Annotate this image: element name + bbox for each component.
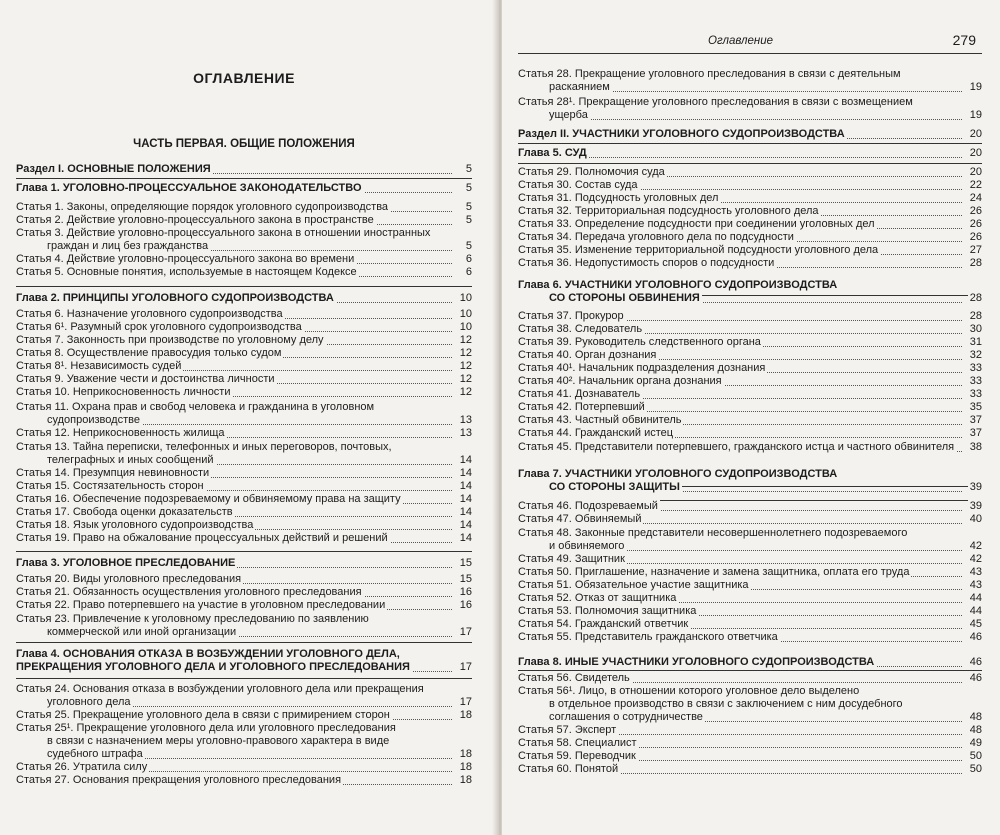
toc-heading bbox=[518, 481, 982, 494]
toc-entry-title: Статья 59. Переводчик bbox=[518, 750, 636, 762]
toc-entry-page: 15 bbox=[459, 573, 472, 585]
toc-entry bbox=[518, 566, 982, 579]
toc-heading bbox=[16, 661, 472, 674]
toc-heading bbox=[16, 557, 472, 570]
toc-entry bbox=[16, 401, 472, 414]
toc-entry-page: 12 bbox=[459, 347, 472, 359]
toc-entry-title: телеграфных и иных сообщений bbox=[16, 454, 216, 466]
toc-entry-page: 5 bbox=[465, 214, 472, 226]
toc-entry-title: Глава 8. ИНЫЕ УЧАСТНИКИ УГОЛОВНОГО СУДОПРОИЗВОДСТВА bbox=[518, 656, 875, 668]
toc-entry bbox=[16, 308, 472, 321]
toc-entry bbox=[518, 323, 982, 336]
toc-entry bbox=[518, 109, 982, 122]
toc-entry-title: уголовного дела bbox=[16, 696, 133, 708]
toc-entry-page: 14 bbox=[459, 506, 472, 518]
toc-entry bbox=[518, 750, 982, 763]
toc-entry-title: Статья 29. Полномочия суда bbox=[518, 166, 665, 178]
toc-entry-title: Статья 38. Следователь bbox=[518, 323, 643, 335]
toc-entry-page: 32 bbox=[969, 349, 982, 361]
toc-entry-page: 15 bbox=[459, 557, 472, 569]
toc-entry-page: 20 bbox=[969, 147, 982, 159]
toc-entry-title: Статья 28¹. Прекращение уголовного преследования в связи с возмещением bbox=[518, 96, 913, 108]
toc-entry-title: Статья 24. Основания отказа в возбуждении уголовного дела или прекращения bbox=[16, 683, 424, 695]
toc-entry-title: Статья 20. Виды уголовного преследования bbox=[16, 573, 242, 585]
toc-entry-page: 37 bbox=[969, 427, 982, 439]
toc-entry-title: Статья 18. Язык уголовного судопроизводства bbox=[16, 519, 254, 531]
toc-entry-page: 30 bbox=[969, 323, 982, 335]
toc-entry-title: Статья 13. Тайна переписки, телефонных и иных переговоров, почтовых, bbox=[16, 441, 392, 453]
toc-entry bbox=[16, 360, 472, 373]
toc-entry-page: 39 bbox=[969, 481, 982, 493]
section-rule bbox=[518, 670, 982, 671]
toc-entry-title: Статья 30. Состав суда bbox=[518, 179, 638, 191]
toc-entry bbox=[16, 761, 472, 774]
toc-entry-title: Статья 40². Начальник органа дознания bbox=[518, 375, 722, 387]
toc-entry bbox=[518, 579, 982, 592]
toc-entry-page: 5 bbox=[465, 240, 472, 252]
toc-entry bbox=[518, 244, 982, 257]
toc-entry bbox=[518, 711, 982, 724]
toc-entry bbox=[16, 573, 472, 586]
toc-entry-page: 45 bbox=[969, 618, 982, 630]
toc-entry-page: 37 bbox=[969, 414, 982, 426]
left-page bbox=[0, 0, 498, 835]
toc-entry-page: 10 bbox=[459, 321, 472, 333]
toc-entry-title: Статья 16. Обеспечение подозреваемому и обвиняемому права на защиту bbox=[16, 493, 401, 505]
toc-entry-title: Статья 11. Охрана прав и свобод человека и гражданина в уголовном bbox=[16, 401, 375, 413]
toc-entry-title: Раздел I. ОСНОВНЫЕ ПОЛОЖЕНИЯ bbox=[16, 163, 211, 175]
toc-entry-page: 39 bbox=[969, 500, 982, 512]
toc-entry bbox=[16, 696, 472, 709]
toc-entry bbox=[518, 698, 982, 711]
toc-heading bbox=[16, 182, 472, 195]
toc-entry bbox=[16, 722, 472, 735]
toc-entry-title: Статья 6¹. Разумный срок уголовного судопроизводства bbox=[16, 321, 302, 333]
toc-entry bbox=[518, 388, 982, 401]
toc-entry-title: Статья 9. Уважение чести и достоинства личности bbox=[16, 373, 275, 385]
toc-heading bbox=[518, 279, 982, 292]
toc-entry-title: Статья 32. Территориальная подсудность уголовного дела bbox=[518, 205, 819, 217]
toc-entry-title: Статья 17. Свобода оценки доказательств bbox=[16, 506, 233, 518]
contents-title: ОГЛАВЛЕНИЕ bbox=[193, 70, 295, 86]
toc-entry-title: Глава 7. УЧАСТНИКИ УГОЛОВНОГО СУДОПРОИЗВОДСТВА bbox=[518, 468, 838, 480]
toc-entry-page: 28 bbox=[969, 292, 982, 304]
toc-entry-page: 43 bbox=[969, 579, 982, 591]
toc-entry bbox=[16, 735, 472, 748]
toc-entry-title: Статья 58. Специалист bbox=[518, 737, 637, 749]
toc-entry-title: Глава 4. ОСНОВАНИЯ ОТКАЗА В ВОЗБУЖДЕНИИ УГОЛОВНОГО ДЕЛА, bbox=[16, 648, 400, 660]
toc-entry-title: соглашения о сотрудничестве bbox=[518, 711, 705, 723]
toc-entry-page: 27 bbox=[969, 244, 982, 256]
toc-entry bbox=[518, 68, 982, 81]
toc-entry-page: 40 bbox=[969, 513, 982, 525]
toc-entry-title: Статья 56. Свидетель bbox=[518, 672, 630, 684]
toc-entry-page: 10 bbox=[459, 292, 472, 304]
section-rule bbox=[16, 178, 472, 179]
toc-entry-page: 5 bbox=[465, 182, 472, 194]
toc-entry-title: Раздел II. УЧАСТНИКИ УГОЛОВНОГО СУДОПРОИЗВОДСТВА bbox=[518, 128, 845, 140]
toc-entry-title: ПРЕКРАЩЕНИЯ УГОЛОВНОГО ДЕЛА И УГОЛОВНОГО ПРЕСЛЕДОВАНИЯ bbox=[16, 661, 410, 673]
toc-entry-page: 26 bbox=[969, 231, 982, 243]
toc-entry bbox=[518, 427, 982, 440]
toc-entry-page: 17 bbox=[459, 661, 472, 673]
toc-entry bbox=[16, 253, 472, 266]
toc-entry-page: 50 bbox=[969, 763, 982, 775]
toc-entry bbox=[16, 480, 472, 493]
section-rule bbox=[518, 143, 982, 144]
toc-entry bbox=[518, 513, 982, 526]
toc-entry-title: Статья 49. Защитник bbox=[518, 553, 625, 565]
toc-entry bbox=[16, 427, 472, 440]
toc-entry-title: Статья 52. Отказ от защитника bbox=[518, 592, 677, 604]
toc-entry-title: судебного штрафа bbox=[16, 748, 145, 760]
toc-entry bbox=[16, 683, 472, 696]
toc-entry bbox=[518, 500, 982, 513]
section-rule bbox=[16, 678, 472, 679]
toc-entry-page: 44 bbox=[969, 592, 982, 604]
toc-entry-page: 46 bbox=[969, 672, 982, 684]
toc-entry bbox=[518, 441, 982, 454]
toc-entry-title: Глава 3. УГОЛОВНОЕ ПРЕСЛЕДОВАНИЕ bbox=[16, 557, 236, 569]
toc-entry bbox=[518, 527, 982, 540]
toc-entry bbox=[16, 613, 472, 626]
running-title: Оглавление bbox=[708, 35, 773, 47]
toc-entry bbox=[16, 774, 472, 787]
toc-entry bbox=[16, 334, 472, 347]
toc-entry bbox=[16, 454, 472, 467]
toc-entry-title: Статья 46. Подозреваемый bbox=[518, 500, 658, 512]
toc-entry-title: Статья 42. Потерпевший bbox=[518, 401, 645, 413]
toc-entry bbox=[518, 737, 982, 750]
toc-entry-page: 19 bbox=[969, 109, 982, 121]
toc-entry bbox=[518, 205, 982, 218]
toc-entry-page: 19 bbox=[969, 81, 982, 93]
toc-entry-title: Статья 3. Действие уголовно-процессуального закона в отношении иностранных bbox=[16, 227, 431, 239]
toc-entry-page: 46 bbox=[969, 631, 982, 643]
toc-entry bbox=[518, 414, 982, 427]
toc-entry-title: Статья 40. Орган дознания bbox=[518, 349, 657, 361]
toc-entry-title: Глава 1. УГОЛОВНО-ПРОЦЕССУАЛЬНОЕ ЗАКОНОДАТЕЛЬСТВО bbox=[16, 182, 362, 194]
toc-entry bbox=[16, 347, 472, 360]
toc-entry bbox=[16, 240, 472, 253]
toc-entry bbox=[16, 214, 472, 227]
toc-entry-page: 17 bbox=[459, 626, 472, 638]
toc-entry-title: Статья 34. Передача уголовного дела по подсудности bbox=[518, 231, 794, 243]
toc-heading bbox=[518, 292, 982, 305]
toc-entry bbox=[16, 626, 472, 639]
toc-entry bbox=[518, 401, 982, 414]
toc-entry-title: Глава 2. ПРИНЦИПЫ УГОЛОВНОГО СУДОПРОИЗВОДСТВА bbox=[16, 292, 334, 304]
toc-entry-page: 50 bbox=[969, 750, 982, 762]
toc-entry bbox=[16, 441, 472, 454]
toc-entry bbox=[518, 362, 982, 375]
toc-entry bbox=[518, 375, 982, 388]
section-rule bbox=[16, 551, 472, 552]
toc-entry-page: 16 bbox=[459, 586, 472, 598]
section-rule bbox=[16, 642, 472, 643]
toc-entry bbox=[518, 553, 982, 566]
toc-entry-title: Статья 44. Гражданский истец bbox=[518, 427, 674, 439]
toc-entry-title: Статья 23. Привлечение к уголовному преследованию по заявлению bbox=[16, 613, 369, 625]
toc-entry-title: Статья 48. Законные представители несовершеннолетнего подозреваемого bbox=[518, 527, 908, 539]
toc-entry-page: 22 bbox=[969, 179, 982, 191]
toc-entry-title: Статья 21. Обязанность осуществления уголовного преследования bbox=[16, 586, 362, 598]
toc-entry bbox=[518, 231, 982, 244]
toc-entry bbox=[16, 506, 472, 519]
toc-entry bbox=[16, 519, 472, 532]
toc-entry-title: СО СТОРОНЫ ЗАЩИТЫ bbox=[518, 481, 682, 493]
toc-entry-title: Глава 5. СУД bbox=[518, 147, 587, 159]
toc-entry-page: 14 bbox=[459, 467, 472, 479]
toc-heading bbox=[16, 292, 472, 305]
toc-entry-page: 48 bbox=[969, 711, 982, 723]
toc-entry bbox=[16, 373, 472, 386]
toc-entry-title: Статья 31. Подсудность уголовных дел bbox=[518, 192, 719, 204]
toc-entry bbox=[518, 631, 982, 644]
toc-entry bbox=[518, 685, 982, 698]
toc-entry-title: коммерческой или иной организации bbox=[16, 626, 238, 638]
toc-entry-title: Статья 12. Неприкосновенность жилища bbox=[16, 427, 225, 439]
toc-entry-title: Статья 39. Руководитель следственного органа bbox=[518, 336, 761, 348]
toc-entry-title: Глава 6. УЧАСТНИКИ УГОЛОВНОГО СУДОПРОИЗВОДСТВА bbox=[518, 279, 838, 291]
toc-entry-page: 46 bbox=[969, 656, 982, 668]
toc-entry-title: Статья 4. Действие уголовно-процессуального закона во времени bbox=[16, 253, 355, 265]
toc-entry-page: 16 bbox=[459, 599, 472, 611]
toc-entry-page: 12 bbox=[459, 373, 472, 385]
toc-entry-page: 28 bbox=[969, 310, 982, 322]
toc-entry-title: Статья 26. Утратила силу bbox=[16, 761, 148, 773]
toc-entry-page: 49 bbox=[969, 737, 982, 749]
toc-entry-page: 35 bbox=[969, 401, 982, 413]
toc-entry-page: 26 bbox=[969, 205, 982, 217]
toc-entry-title: раскаянием bbox=[518, 81, 612, 93]
toc-entry-title: Статья 33. Определение подсудности при соединении уголовных дел bbox=[518, 218, 875, 230]
toc-entry-page: 14 bbox=[459, 493, 472, 505]
toc-entry-title: судопроизводстве bbox=[16, 414, 142, 426]
toc-entry-page: 48 bbox=[969, 724, 982, 736]
toc-entry bbox=[518, 257, 982, 270]
toc-entry bbox=[518, 192, 982, 205]
toc-heading bbox=[518, 468, 982, 481]
toc-entry-page: 5 bbox=[465, 201, 472, 213]
toc-entry-page: 20 bbox=[969, 166, 982, 178]
toc-entry bbox=[518, 81, 982, 94]
toc-entry bbox=[518, 349, 982, 362]
toc-entry-page: 18 bbox=[459, 748, 472, 760]
toc-heading bbox=[518, 128, 982, 141]
toc-entry-title: Статья 14. Презумпция невиновности bbox=[16, 467, 210, 479]
toc-entry-page: 38 bbox=[969, 441, 982, 453]
toc-entry-title: в связи с назначением меры уголовно-правового характера в виде bbox=[16, 735, 391, 747]
toc-entry bbox=[16, 586, 472, 599]
toc-entry-title: Статья 5. Основные понятия, используемые в настоящем Кодексе bbox=[16, 266, 357, 278]
toc-heading bbox=[518, 147, 982, 160]
section-rule bbox=[518, 163, 982, 164]
toc-entry-page: 31 bbox=[969, 336, 982, 348]
toc-entry-page: 14 bbox=[459, 454, 472, 466]
toc-entry-page: 33 bbox=[969, 375, 982, 387]
toc-entry bbox=[518, 724, 982, 737]
toc-entry-page: 14 bbox=[459, 519, 472, 531]
section-rule bbox=[16, 286, 472, 287]
toc-entry-page: 6 bbox=[465, 253, 472, 265]
toc-entry-title: Статья 15. Состязательность сторон bbox=[16, 480, 204, 492]
right-page bbox=[502, 0, 1000, 835]
toc-entry-page: 44 bbox=[969, 605, 982, 617]
toc-entry bbox=[518, 166, 982, 179]
toc-entry-title: Статья 35. Изменение территориальной подсудности уголовного дела bbox=[518, 244, 879, 256]
toc-entry-page: 17 bbox=[459, 696, 472, 708]
toc-entry-page: 33 bbox=[969, 388, 982, 400]
toc-entry-title: Статья 19. Право на обжалование процессуальных действий и решений bbox=[16, 532, 388, 544]
toc-entry-title: Статья 53. Полномочия защитника bbox=[518, 605, 697, 617]
toc-entry-title: Статья 36. Недопустимость споров о подсудности bbox=[518, 257, 775, 269]
toc-entry-title: Статья 51. Обязательное участие защитника bbox=[518, 579, 749, 591]
toc-entry bbox=[16, 227, 472, 240]
toc-entry bbox=[518, 310, 982, 323]
toc-entry-title: Статья 10. Неприкосновенность личности bbox=[16, 386, 231, 398]
toc-entry bbox=[518, 218, 982, 231]
toc-entry-title: Статья 2. Действие уголовно-процессуального закона в пространстве bbox=[16, 214, 374, 226]
toc-entry-page: 5 bbox=[465, 163, 472, 175]
toc-entry bbox=[518, 672, 982, 685]
toc-entry bbox=[16, 709, 472, 722]
toc-entry-page: 12 bbox=[459, 386, 472, 398]
toc-entry-title: Статья 50. Приглашение, назначение и замена защитника, оплата его труда bbox=[518, 566, 910, 578]
toc-entry bbox=[518, 618, 982, 631]
toc-entry-title: Статья 60. Понятой bbox=[518, 763, 619, 775]
toc-entry bbox=[518, 605, 982, 618]
toc-entry-title: СО СТОРОНЫ ОБВИНЕНИЯ bbox=[518, 292, 702, 304]
toc-entry bbox=[16, 266, 472, 279]
toc-entry bbox=[16, 321, 472, 334]
toc-entry-title: Статья 43. Частный обвинитель bbox=[518, 414, 682, 426]
toc-entry bbox=[16, 386, 472, 399]
toc-entry-title: Статья 25¹. Прекращение уголовного дела или уголовного преследования bbox=[16, 722, 396, 734]
toc-entry-page: 33 bbox=[969, 362, 982, 374]
toc-entry-title: Статья 28. Прекращение уголовного преследования в связи с деятельным bbox=[518, 68, 901, 80]
toc-entry-title: Статья 25. Прекращение уголовного дела в связи с примирением сторон bbox=[16, 709, 390, 721]
toc-entry bbox=[16, 414, 472, 427]
toc-heading bbox=[16, 163, 472, 176]
toc-entry-page: 18 bbox=[459, 761, 472, 773]
toc-entry-page: 20 bbox=[969, 128, 982, 140]
toc-entry-page: 14 bbox=[459, 480, 472, 492]
part-title: ЧАСТЬ ПЕРВАЯ. ОБЩИЕ ПОЛОЖЕНИЯ bbox=[133, 138, 355, 150]
toc-entry bbox=[518, 763, 982, 776]
toc-entry-page: 12 bbox=[459, 360, 472, 372]
toc-entry-page: 13 bbox=[459, 427, 472, 439]
toc-entry-title: Статья 55. Представитель гражданского ответчика bbox=[518, 631, 778, 643]
toc-entry bbox=[16, 748, 472, 761]
toc-entry-title: Статья 8¹. Независимость судей bbox=[16, 360, 182, 372]
toc-entry-title: Статья 6. Назначение уголовного судопроизводства bbox=[16, 308, 283, 320]
toc-entry-page: 24 bbox=[969, 192, 982, 204]
toc-entry-title: Статья 27. Основания прекращения уголовного преследования bbox=[16, 774, 342, 786]
toc-entry-page: 42 bbox=[969, 540, 982, 552]
toc-entry-page: 14 bbox=[459, 532, 472, 544]
toc-entry bbox=[518, 96, 982, 109]
toc-entry bbox=[16, 532, 472, 545]
toc-entry bbox=[16, 467, 472, 480]
toc-entry bbox=[16, 599, 472, 612]
toc-heading bbox=[16, 648, 472, 661]
toc-entry bbox=[518, 336, 982, 349]
toc-entry-title: Статья 54. Гражданский ответчик bbox=[518, 618, 689, 630]
toc-entry-page: 13 bbox=[459, 414, 472, 426]
toc-entry bbox=[518, 179, 982, 192]
toc-entry-title: Статья 56¹. Лицо, в отношении которого уголовное дело выделено bbox=[518, 685, 860, 697]
toc-entry bbox=[16, 493, 472, 506]
running-header bbox=[518, 32, 982, 54]
toc-entry-page: 42 bbox=[969, 553, 982, 565]
toc-entry-title: Статья 41. Дознаватель bbox=[518, 388, 641, 400]
toc-entry-page: 28 bbox=[969, 257, 982, 269]
toc-entry-title: в отдельное производство в связи с заключением с ним досудебного bbox=[518, 698, 905, 710]
toc-entry-title: Статья 47. Обвиняемый bbox=[518, 513, 642, 525]
toc-entry-page: 43 bbox=[969, 566, 982, 578]
toc-heading bbox=[518, 656, 982, 669]
toc-entry-title: Статья 37. Прокурор bbox=[518, 310, 624, 322]
toc-entry-page: 18 bbox=[459, 709, 472, 721]
toc-entry-page: 12 bbox=[459, 334, 472, 346]
toc-entry-page: 6 bbox=[465, 266, 472, 278]
toc-entry bbox=[518, 592, 982, 605]
toc-entry-page: 10 bbox=[459, 308, 472, 320]
page-number: 279 bbox=[952, 32, 976, 48]
toc-entry-title: Статья 7. Законность при производстве по уголовному делу bbox=[16, 334, 324, 346]
toc-entry-title: и обвиняемого bbox=[518, 540, 626, 552]
toc-entry-page: 26 bbox=[969, 218, 982, 230]
toc-entry-title: Статья 8. Осуществление правосудия только судом bbox=[16, 347, 282, 359]
toc-entry-page: 18 bbox=[459, 774, 472, 786]
toc-entry bbox=[16, 201, 472, 214]
toc-entry-title: Статья 40¹. Начальник подразделения дознания bbox=[518, 362, 766, 374]
toc-entry-title: ущерба bbox=[518, 109, 590, 121]
toc-entry-title: Статья 1. Законы, определяющие порядок уголовного судопроизводства bbox=[16, 201, 389, 213]
toc-entry-title: Статья 22. Право потерпевшего на участие в уголовном преследовании bbox=[16, 599, 386, 611]
toc-entry bbox=[518, 540, 982, 553]
toc-entry-title: граждан и лиц без гражданства bbox=[16, 240, 210, 252]
toc-entry-title: Статья 57. Эксперт bbox=[518, 724, 617, 736]
toc-entry-title: Статья 45. Представители потерпевшего, гражданского истца и частного обвинителя bbox=[518, 441, 955, 453]
